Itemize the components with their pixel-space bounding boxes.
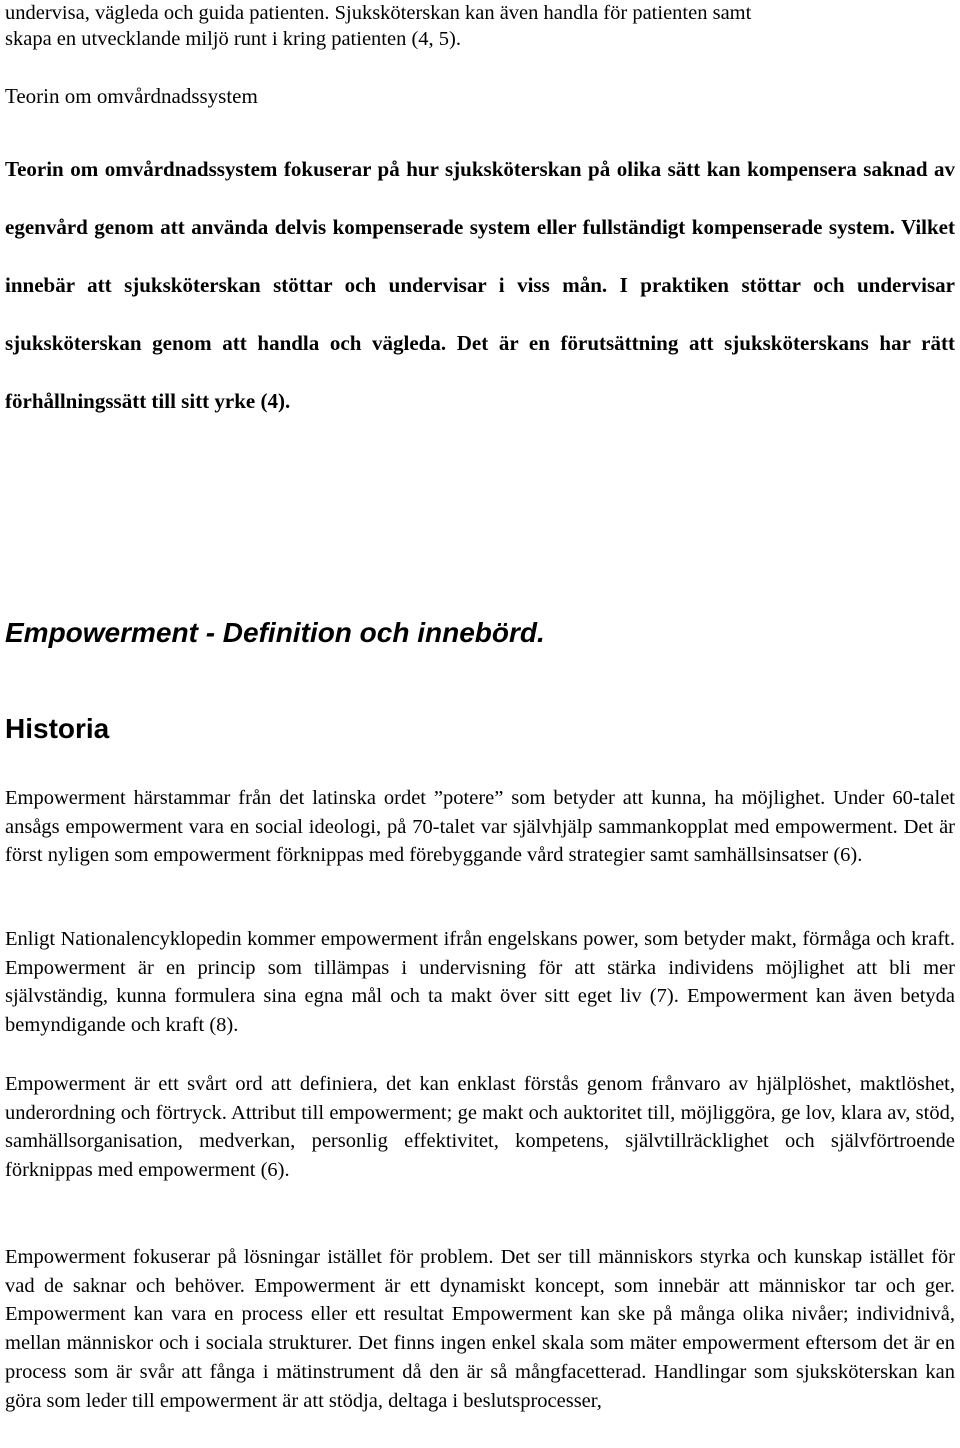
section-body-omvardnadssystem: Teorin om omvårdnadssystem fokuserar på hur sjuksköterskan på olika sätt kan kompensera saknad av egenvård genom att använda delvis kompenserade system eller fullständigt kompenserade system. Vilket innebär att sjuksköterskan stöttar och undervisar i viss mån. I praktiken stöttar och undervisar sjuksköterskan genom att handla och vägleda. Det är en förutsättning att sjuksköterskans har rätt förhållningssätt till sitt yrke (4). [5, 157, 955, 413]
intro-line-2: skapa en utvecklande miljö runt i kring patienten (4, 5). [5, 28, 461, 50]
paragraph-1: Empowerment härstammar från det latinska ordet ”potere” som betyder att kunna, ha möjlighet. Under 60-talet ansågs empowerment vara en social ideologi, på 70-talet var självhjälp sammankopplat med empowerment. Det är först nyligen som empowerment förknippas med förebyggande vård strategier samt samhällsinsatser (6). [5, 787, 955, 867]
paragraph-2: Enligt Nationalencyklopedin kommer empowerment ifrån engelskans power, som betyder makt, förmåga och kraft. Empowerment är en princip som tillämpas i undervisning för att stärka individens möjlighet att bli mer självständig, kunna formulera sina egna mål och ta makt över sitt eget liv (7). Empowerment kan även betyda bemyndigande och kraft (8). [5, 928, 955, 1037]
heading-historia: Historia [5, 713, 110, 744]
heading-empowerment-definition: Empowerment - Definition och innebörd. [5, 617, 545, 648]
intro-line-1: undervisa, vägleda och guida patienten. Sjuksköterskan kan även handla för patienten samt [5, 2, 752, 24]
section-title-omvardnadssystem: Teorin om omvårdnadssystem [5, 84, 258, 108]
paragraph-4: Empowerment fokuserar på lösningar istället för problem. Det ser till människors styrka och kunskap istället för vad de saknar och behöver. Empowerment är ett dynamiskt koncept, som innebär att människor tar och ger. Empowerment kan vara en process eller ett resultat Empowerment kan ske på många olika nivåer; individnivå, mellan människor och i sociala strukturer. Det finns ingen enkel skala som mäter empowerment eftersom det är en process som är svår att fånga i mätinstrument då den är så mångfacetterad. Handlingar som sjuksköterskan kan göra som leder till empowerment är att stödja, deltaga i beslutsprocesser, [5, 1246, 955, 1412]
paragraph-3: Empowerment är ett svårt ord att definiera, det kan enklast förstås genom frånvaro av hjälplöshet, maktlöshet, underordning och förtryck. Attribut till empowerment; ge makt och auktoritet till, möjliggöra, ge lov, klara av, stöd, samhällsorganisation, medverkan, personlig effektivitet, kompetens, självtillräcklighet och självförtroende förknippas med empowerment (6). [5, 1073, 955, 1182]
